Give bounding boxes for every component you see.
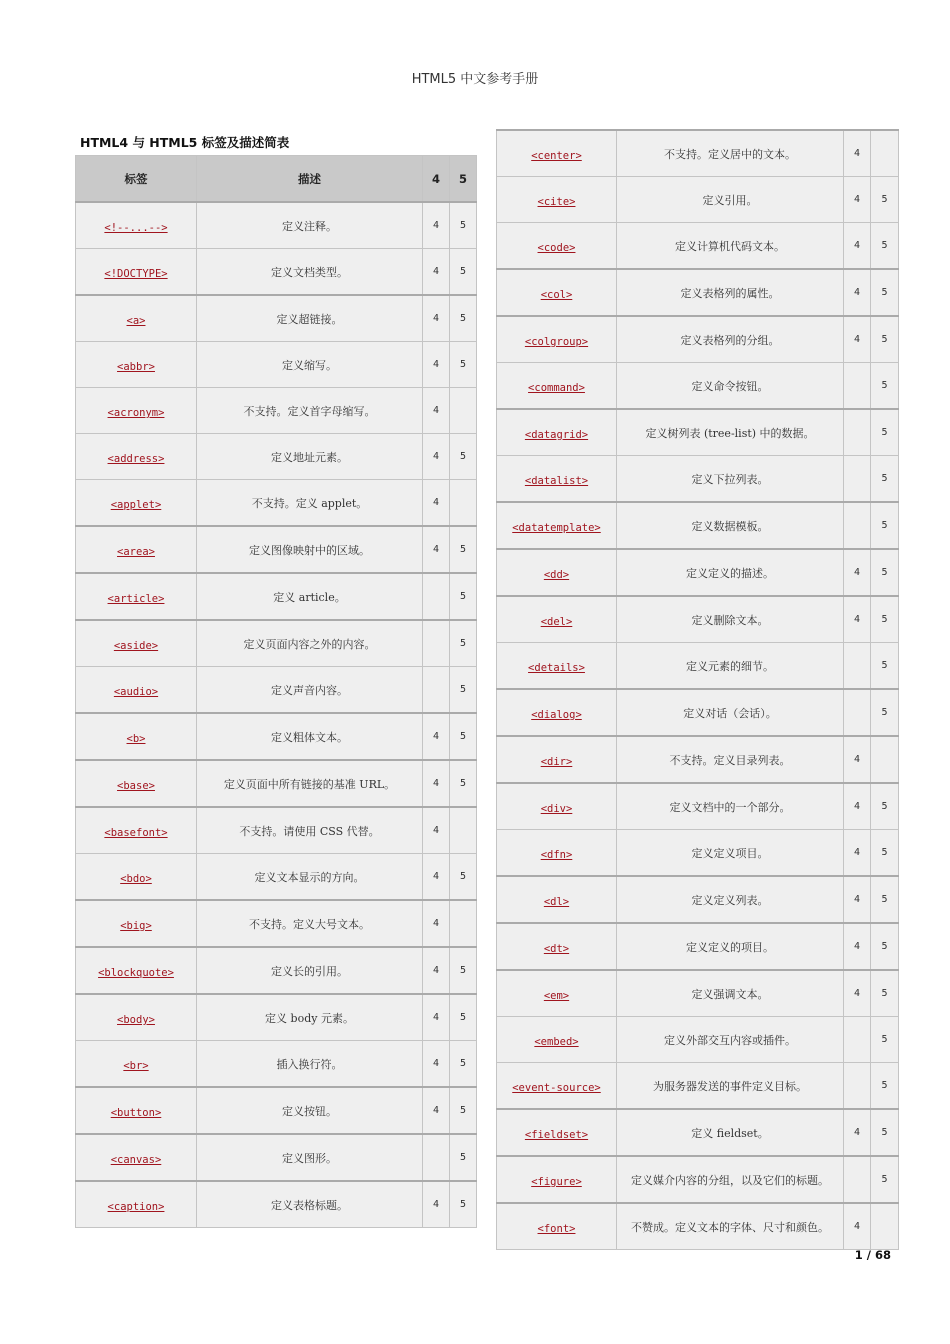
- description-cell: 定义命令按钮。: [617, 363, 844, 410]
- html4-support-cell: 4: [844, 316, 871, 363]
- html5-support-cell: 5: [871, 409, 899, 456]
- html4-support-cell: 4: [844, 783, 871, 830]
- html4-support-cell: [844, 456, 871, 503]
- html5-support-cell: 5: [450, 620, 477, 667]
- table-row: [76, 620, 477, 667]
- tag-cell: [497, 830, 617, 877]
- description-cell: 定义外部交互内容或插件。: [617, 1017, 844, 1063]
- tag-link[interactable]: <br>: [123, 1060, 149, 1072]
- table-row: [76, 807, 477, 854]
- description-cell: 定义文档类型。: [197, 249, 423, 296]
- tag-cell: [497, 1109, 617, 1156]
- tag-link[interactable]: <dd>: [543, 569, 570, 581]
- tag-cell: [76, 854, 197, 901]
- description-cell: 定义数据模板。: [617, 502, 844, 549]
- html5-support-cell: [450, 900, 477, 947]
- tag-link[interactable]: <colgroup>: [524, 336, 589, 348]
- table-body-left: [76, 202, 477, 1228]
- html5-support-cell: 5: [450, 854, 477, 901]
- html5-support-cell: 5: [450, 342, 477, 388]
- tag-cell: [76, 249, 197, 296]
- description-cell: 定义图形。: [197, 1134, 423, 1181]
- html5-support-cell: 5: [450, 202, 477, 249]
- tag-cell: [497, 409, 617, 456]
- table-row: [497, 549, 899, 596]
- tag-link[interactable]: <code>: [537, 242, 576, 254]
- tag-link[interactable]: <fieldset>: [524, 1129, 589, 1141]
- html4-support-cell: 4: [423, 1041, 450, 1088]
- tag-link[interactable]: <dfn>: [540, 849, 573, 861]
- tag-cell: [76, 1134, 197, 1181]
- tag-link[interactable]: <col>: [540, 289, 573, 301]
- description-cell: 不赞成。定义文本的字体、尺寸和颜色。: [617, 1203, 844, 1250]
- html4-support-cell: 4: [423, 854, 450, 901]
- table-row: [497, 736, 899, 783]
- html4-support-cell: 4: [844, 970, 871, 1017]
- tag-link[interactable]: <event-source>: [512, 1082, 601, 1094]
- html4-support-cell: 4: [844, 177, 871, 223]
- html4-support-cell: 4: [423, 760, 450, 807]
- html5-support-cell: 5: [871, 223, 899, 270]
- tag-cell: [76, 900, 197, 947]
- table-row: [497, 363, 899, 410]
- tag-cell: [76, 1041, 197, 1088]
- html5-support-cell: 5: [871, 363, 899, 410]
- html5-support-cell: 5: [450, 713, 477, 760]
- html4-support-cell: 4: [423, 713, 450, 760]
- table-row: [497, 689, 899, 736]
- html4-support-cell: 4: [844, 736, 871, 783]
- html5-support-cell: [871, 130, 899, 177]
- table-row: [497, 456, 899, 503]
- tag-link[interactable]: <cite>: [537, 196, 576, 208]
- tag-cell: [76, 434, 197, 480]
- table-header-row: [76, 156, 477, 203]
- description-cell: 定义元素的细节。: [617, 643, 844, 690]
- tag-cell: [497, 269, 617, 316]
- tag-cell: [76, 947, 197, 994]
- tag-cell: [497, 177, 617, 223]
- tag-link[interactable]: <abbr>: [117, 361, 155, 373]
- tag-link[interactable]: <bdo>: [120, 873, 152, 885]
- html4-support-cell: 4: [844, 876, 871, 923]
- tag-cell: [76, 667, 197, 714]
- html5-support-cell: 5: [450, 760, 477, 807]
- tag-link[interactable]: <datagrid>: [524, 429, 589, 441]
- description-cell: 定义强调文本。: [617, 970, 844, 1017]
- tag-cell: [497, 223, 617, 270]
- tag-link[interactable]: <font>: [537, 1223, 576, 1235]
- table-row: [497, 502, 899, 549]
- table-row: [76, 295, 477, 342]
- tag-link[interactable]: <applet>: [110, 499, 162, 511]
- tag-link[interactable]: <figure>: [531, 1176, 582, 1188]
- html5-support-cell: 5: [450, 295, 477, 342]
- description-cell: 定义 fieldset。: [617, 1109, 844, 1156]
- html4-support-cell: 4: [423, 807, 450, 854]
- tag-cell: [497, 1203, 617, 1250]
- description-cell: 定义页面内容之外的内容。: [197, 620, 423, 667]
- tag-link[interactable]: <audio>: [113, 686, 159, 698]
- table-row: [497, 130, 899, 177]
- description-cell: 不支持。请使用 CSS 代替。: [197, 807, 423, 854]
- html5-support-cell: [450, 388, 477, 434]
- html4-support-cell: [423, 573, 450, 620]
- tags-table-right: [496, 129, 899, 1250]
- html4-support-cell: [844, 502, 871, 549]
- description-cell: 定义超链接。: [197, 295, 423, 342]
- tag-link[interactable]: <canvas>: [110, 1154, 162, 1166]
- html4-support-cell: 4: [423, 480, 450, 527]
- html4-support-cell: 4: [844, 549, 871, 596]
- description-cell: 定义 article。: [197, 573, 423, 620]
- column-header-html4: 4: [423, 156, 450, 203]
- html5-support-cell: 5: [871, 549, 899, 596]
- table-row: [76, 1134, 477, 1181]
- tag-cell: [76, 388, 197, 434]
- html5-support-cell: 5: [450, 249, 477, 296]
- description-cell: 定义地址元素。: [197, 434, 423, 480]
- table-row: [76, 202, 477, 249]
- tag-link[interactable]: <div>: [540, 803, 573, 815]
- html4-support-cell: [844, 409, 871, 456]
- tag-cell: [76, 526, 197, 573]
- tag-cell: [497, 923, 617, 970]
- tag-cell: [497, 502, 617, 549]
- description-cell: 定义 body 元素。: [197, 994, 423, 1041]
- table-row: [497, 316, 899, 363]
- description-cell: 定义表格列的属性。: [617, 269, 844, 316]
- description-cell: 定义计算机代码文本。: [617, 223, 844, 270]
- tag-link[interactable]: <button>: [110, 1107, 162, 1119]
- tag-link[interactable]: <del>: [540, 616, 573, 628]
- description-cell: 定义树列表 (tree-list) 中的数据。: [617, 409, 844, 456]
- html5-support-cell: 5: [871, 876, 899, 923]
- tag-cell: [497, 736, 617, 783]
- html4-support-cell: [844, 363, 871, 410]
- html5-support-cell: [871, 1203, 899, 1250]
- html4-support-cell: 4: [844, 1203, 871, 1250]
- html5-support-cell: 5: [871, 970, 899, 1017]
- html5-support-cell: 5: [450, 994, 477, 1041]
- html5-support-cell: 5: [450, 1087, 477, 1134]
- description-cell: 定义缩写。: [197, 342, 423, 388]
- tag-cell: [497, 689, 617, 736]
- table-row: [497, 1203, 899, 1250]
- column-header-html5: 5: [450, 156, 477, 203]
- html5-support-cell: [450, 480, 477, 527]
- html4-support-cell: 4: [423, 388, 450, 434]
- column-header-tag: 标签: [76, 156, 197, 203]
- tag-cell: [76, 620, 197, 667]
- section-title: HTML4 与 HTML5 标签及描述简表: [80, 135, 290, 150]
- tag-link[interactable]: <em>: [543, 990, 570, 1002]
- table-row: [497, 643, 899, 690]
- tag-link[interactable]: <caption>: [107, 1201, 165, 1213]
- tag-cell: [497, 1156, 617, 1203]
- description-cell: 不支持。定义居中的文本。: [617, 130, 844, 177]
- tag-link[interactable]: <!--...-->: [104, 222, 168, 234]
- table-row: [497, 596, 899, 643]
- html4-support-cell: [844, 643, 871, 690]
- tag-cell: [497, 130, 617, 177]
- description-cell: 定义对话（会话）。: [617, 689, 844, 736]
- html4-support-cell: [423, 1134, 450, 1181]
- table-row: [497, 923, 899, 970]
- description-cell: 定义页面中所有链接的基准 URL。: [197, 760, 423, 807]
- tag-cell: [76, 1181, 197, 1228]
- tag-cell: [497, 456, 617, 503]
- tag-link[interactable]: <article>: [107, 593, 165, 605]
- tag-link[interactable]: <dir>: [540, 756, 573, 768]
- tag-cell: [76, 480, 197, 527]
- page-header: HTML5 中文参考手册: [411, 72, 539, 87]
- tag-link[interactable]: <basefont>: [104, 827, 168, 839]
- html5-support-cell: 5: [871, 456, 899, 503]
- table-row: [76, 900, 477, 947]
- tag-cell: [76, 202, 197, 249]
- tag-link[interactable]: <area>: [117, 546, 155, 558]
- tag-link[interactable]: <datalist>: [524, 475, 589, 487]
- tag-link[interactable]: <acronym>: [107, 407, 165, 419]
- html5-support-cell: 5: [450, 526, 477, 573]
- description-cell: 定义按钮。: [197, 1087, 423, 1134]
- description-cell: 定义表格标题。: [197, 1181, 423, 1228]
- html4-support-cell: [423, 620, 450, 667]
- html4-support-cell: 4: [423, 249, 450, 296]
- table-row: [76, 434, 477, 480]
- description-cell: 定义媒介内容的分组，以及它们的标题。: [617, 1156, 844, 1203]
- html4-support-cell: 4: [423, 526, 450, 573]
- tag-link[interactable]: <details>: [528, 662, 585, 674]
- description-cell: 定义图像映射中的区域。: [197, 526, 423, 573]
- description-cell: 定义删除文本。: [617, 596, 844, 643]
- tag-link[interactable]: <dt>: [543, 943, 570, 955]
- html5-support-cell: [450, 807, 477, 854]
- description-cell: 定义定义的描述。: [617, 549, 844, 596]
- html4-support-cell: 4: [423, 342, 450, 388]
- table-row: [76, 480, 477, 527]
- html4-support-cell: 4: [423, 295, 450, 342]
- html5-support-cell: 5: [871, 1156, 899, 1203]
- tag-link[interactable]: <b>: [126, 733, 146, 745]
- html5-support-cell: 5: [450, 1134, 477, 1181]
- tag-link[interactable]: <body>: [117, 1014, 155, 1026]
- html4-support-cell: 4: [423, 1181, 450, 1228]
- html5-support-cell: [871, 736, 899, 783]
- description-cell: 定义声音内容。: [197, 667, 423, 714]
- tag-cell: [497, 643, 617, 690]
- html4-support-cell: 4: [844, 269, 871, 316]
- html5-support-cell: 5: [871, 830, 899, 877]
- column-header-desc: 描述: [197, 156, 423, 203]
- html5-support-cell: 5: [871, 177, 899, 223]
- html5-support-cell: 5: [871, 689, 899, 736]
- html4-support-cell: 4: [423, 202, 450, 249]
- table-row: [497, 830, 899, 877]
- tag-link[interactable]: <address>: [107, 453, 165, 465]
- tag-link[interactable]: <!DOCTYPE>: [104, 268, 168, 280]
- tag-cell: [76, 994, 197, 1041]
- html5-support-cell: 5: [871, 643, 899, 690]
- table-body-right: [497, 130, 899, 1250]
- html4-support-cell: 4: [423, 1087, 450, 1134]
- tag-link[interactable]: <embed>: [534, 1036, 579, 1048]
- tag-cell: [76, 760, 197, 807]
- tag-link[interactable]: <aside>: [113, 640, 159, 652]
- html5-support-cell: 5: [871, 923, 899, 970]
- tag-link[interactable]: <dl>: [543, 896, 570, 908]
- table-row: [76, 388, 477, 434]
- tags-table-left: [75, 155, 477, 1228]
- table-row: [497, 409, 899, 456]
- html5-support-cell: 5: [450, 1041, 477, 1088]
- table-row: [76, 854, 477, 901]
- tag-cell: [497, 1063, 617, 1110]
- table-row: [497, 269, 899, 316]
- table-row: [76, 342, 477, 388]
- description-cell: 定义文档中的一个部分。: [617, 783, 844, 830]
- tag-link[interactable]: <base>: [117, 780, 155, 792]
- tag-link[interactable]: <dialog>: [531, 709, 582, 721]
- html4-support-cell: 4: [844, 1109, 871, 1156]
- table-row: [76, 1181, 477, 1228]
- table-row: [76, 713, 477, 760]
- table-row: [76, 760, 477, 807]
- html5-support-cell: 5: [871, 596, 899, 643]
- table-row: [497, 177, 899, 223]
- description-cell: 定义引用。: [617, 177, 844, 223]
- html4-support-cell: 4: [844, 923, 871, 970]
- html5-support-cell: 5: [871, 502, 899, 549]
- description-cell: 插入换行符。: [197, 1041, 423, 1088]
- table-row: [76, 573, 477, 620]
- html5-support-cell: 5: [871, 783, 899, 830]
- description-cell: 定义注释。: [197, 202, 423, 249]
- html4-support-cell: 4: [844, 130, 871, 177]
- html4-support-cell: [423, 667, 450, 714]
- tag-cell: [497, 970, 617, 1017]
- html5-support-cell: 5: [871, 1063, 899, 1110]
- html5-support-cell: 5: [450, 667, 477, 714]
- table-row: [76, 249, 477, 296]
- html5-support-cell: 5: [450, 947, 477, 994]
- tag-cell: [76, 713, 197, 760]
- html4-support-cell: 4: [844, 223, 871, 270]
- tag-cell: [497, 316, 617, 363]
- html5-support-cell: 5: [871, 1017, 899, 1063]
- table-row: [76, 1041, 477, 1088]
- html4-support-cell: [844, 1063, 871, 1110]
- tag-link[interactable]: <datatemplate>: [512, 522, 601, 534]
- html5-support-cell: 5: [450, 573, 477, 620]
- html5-support-cell: 5: [450, 1181, 477, 1228]
- table-row: [497, 876, 899, 923]
- tag-cell: [76, 1087, 197, 1134]
- description-cell: 定义长的引用。: [197, 947, 423, 994]
- description-cell: 定义定义列表。: [617, 876, 844, 923]
- html4-support-cell: 4: [423, 900, 450, 947]
- table-row: [497, 1017, 899, 1063]
- table-row: [497, 970, 899, 1017]
- html4-support-cell: [844, 689, 871, 736]
- html4-support-cell: 4: [423, 947, 450, 994]
- html4-support-cell: 4: [844, 596, 871, 643]
- tag-cell: [497, 363, 617, 410]
- description-cell: 不支持。定义首字母缩写。: [197, 388, 423, 434]
- table-row: [497, 783, 899, 830]
- description-cell: 定义下拉列表。: [617, 456, 844, 503]
- tag-cell: [497, 549, 617, 596]
- tag-cell: [497, 876, 617, 923]
- tag-link[interactable]: <big>: [120, 920, 152, 932]
- html4-support-cell: [844, 1017, 871, 1063]
- table-row: [76, 994, 477, 1041]
- tag-cell: [76, 342, 197, 388]
- description-cell: 不支持。定义目录列表。: [617, 736, 844, 783]
- table-row: [76, 947, 477, 994]
- table-row: [497, 1156, 899, 1203]
- html4-support-cell: 4: [423, 994, 450, 1041]
- html5-support-cell: 5: [450, 434, 477, 480]
- table-row: [76, 667, 477, 714]
- tag-cell: [497, 596, 617, 643]
- table-row: [497, 1109, 899, 1156]
- html5-support-cell: 5: [871, 269, 899, 316]
- description-cell: 定义粗体文本。: [197, 713, 423, 760]
- description-cell: 定义文本显示的方向。: [197, 854, 423, 901]
- html4-support-cell: 4: [844, 830, 871, 877]
- description-cell: 定义表格列的分组。: [617, 316, 844, 363]
- table-row: [76, 1087, 477, 1134]
- description-cell: 定义定义项目。: [617, 830, 844, 877]
- html4-support-cell: [844, 1156, 871, 1203]
- tag-cell: [76, 573, 197, 620]
- table-row: [497, 1063, 899, 1110]
- html5-support-cell: 5: [871, 316, 899, 363]
- tag-link[interactable]: <blockquote>: [98, 967, 174, 979]
- html4-support-cell: 4: [423, 434, 450, 480]
- table-row: [497, 223, 899, 270]
- tag-link[interactable]: <a>: [126, 315, 146, 327]
- tag-cell: [76, 295, 197, 342]
- tag-link[interactable]: <command>: [528, 382, 585, 394]
- description-cell: 不支持。定义大号文本。: [197, 900, 423, 947]
- page-number: 1 / 68: [854, 1248, 891, 1262]
- tag-cell: [497, 1017, 617, 1063]
- tag-link[interactable]: <center>: [531, 150, 582, 162]
- table-row: [76, 526, 477, 573]
- description-cell: 定义定义的项目。: [617, 923, 844, 970]
- html5-support-cell: 5: [871, 1109, 899, 1156]
- tag-cell: [76, 807, 197, 854]
- description-cell: 不支持。定义 applet。: [197, 480, 423, 527]
- description-cell: 为服务器发送的事件定义目标。: [617, 1063, 844, 1110]
- tag-cell: [497, 783, 617, 830]
